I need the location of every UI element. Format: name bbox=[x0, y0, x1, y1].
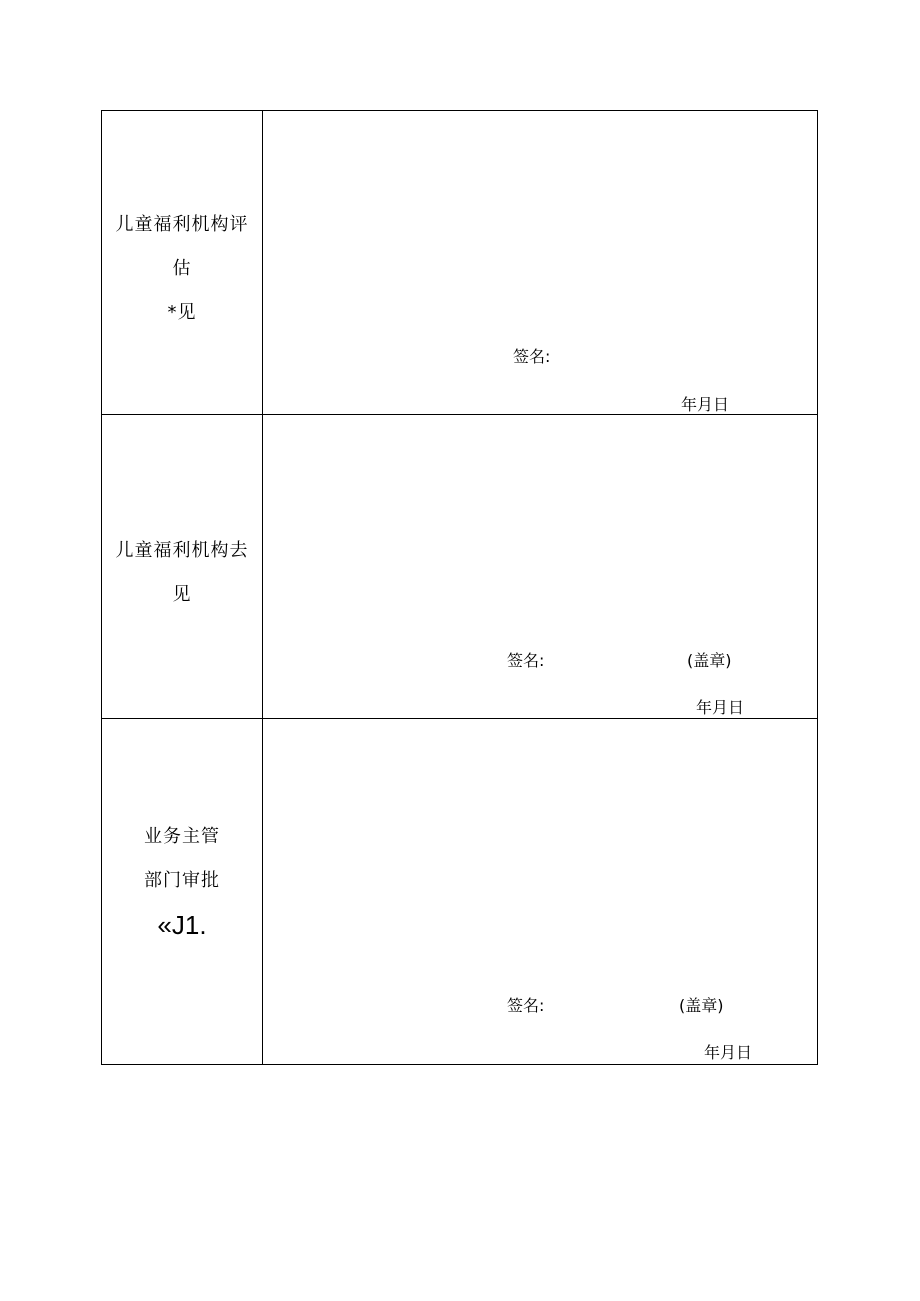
approval-label-cell bbox=[102, 718, 263, 1064]
signature-label: 签名: bbox=[507, 995, 545, 1015]
signature-label: 签名: bbox=[513, 347, 551, 366]
approval-label-line-3: «J1. bbox=[157, 909, 207, 940]
assessment-label-cell bbox=[102, 111, 263, 415]
assessment-label-line-3: *见 bbox=[167, 302, 197, 323]
signature-label: 签名: bbox=[507, 650, 545, 670]
date-label: 年月日 bbox=[704, 1042, 753, 1062]
approval-content-cell[interactable] bbox=[263, 718, 818, 1064]
opinion-label-cell bbox=[102, 414, 263, 718]
seal-label: (盖章) bbox=[679, 995, 724, 1015]
assessment-label-line-1: 儿童福利机构评 bbox=[115, 214, 249, 235]
approval-row bbox=[102, 718, 818, 1064]
approval-label-line-2: 部门审批 bbox=[144, 869, 220, 891]
approval-label bbox=[102, 815, 262, 947]
approval-label-line-1: 业务主管 bbox=[144, 825, 220, 847]
assessment-content-cell[interactable] bbox=[263, 111, 818, 415]
seal-label: (盖章) bbox=[687, 650, 732, 670]
assessment-row bbox=[102, 111, 818, 415]
assessment-label bbox=[102, 203, 262, 335]
date-label: 年月日 bbox=[681, 395, 730, 414]
opinion-label-line-1: 儿童福利机构去 bbox=[115, 539, 249, 561]
assessment-label-line-2: 估 bbox=[172, 258, 192, 279]
opinion-row bbox=[102, 414, 818, 718]
opinion-label bbox=[102, 529, 262, 617]
approval-form-table bbox=[101, 110, 818, 1065]
opinion-content-cell[interactable] bbox=[263, 414, 818, 718]
opinion-label-line-2: 见 bbox=[172, 583, 192, 605]
date-label: 年月日 bbox=[696, 697, 745, 717]
